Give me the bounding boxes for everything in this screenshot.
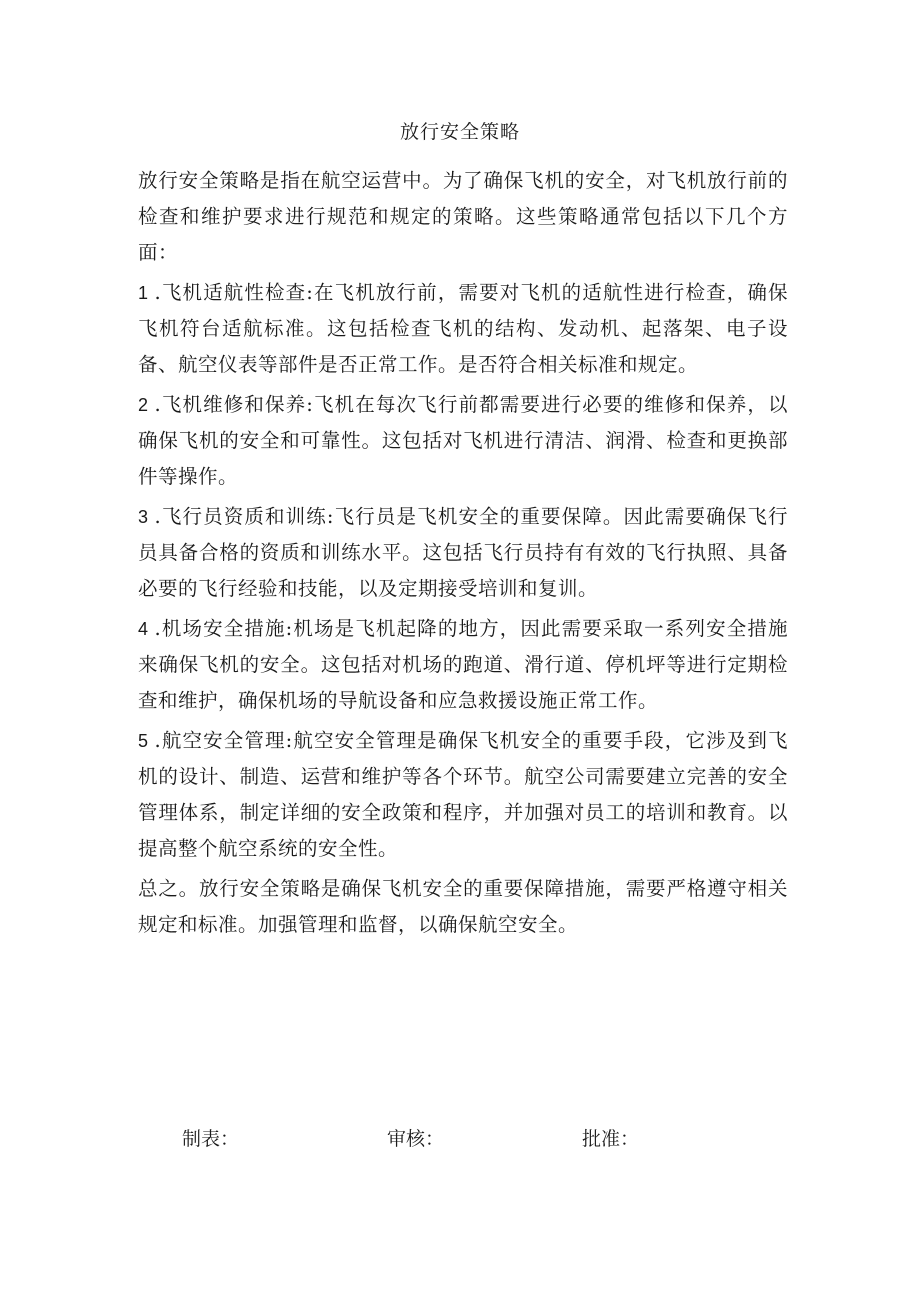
conclusion-paragraph: 总之。放行安全策略是确保飞机安全的重要保障措施，需要严格遵守相关规定和标准。加强管理和监督，以确保航空安全。 [138,877,788,936]
item-number: 5 [138,731,149,751]
reviewed-by-label: 审核： [387,1128,445,1150]
intro-paragraph: 放行安全策略是指在航空运营中。为了确保飞机的安全，对飞机放行前的检查和维护要求进行规范和规定的策略。这些策略通常包括以下几个方面： [138,169,788,264]
prepared-by-label: 制表： [182,1128,240,1150]
signoff-row [0,1124,920,1154]
document-body [138,163,788,947]
list-item [138,387,788,495]
list-item [138,611,788,719]
item-number: 3 [138,507,149,527]
approved-by-label: 批准： [582,1128,640,1150]
item-text: .机场安全措施:机场是飞机起降的地方，因此需要采取一系列安全措施来确保飞机的安全。这包括对机场的跑道、滑行道、停机坪等进行定期检查和维护，确保机场的导航设备和应急救援设施正常工作。 [138,617,788,712]
list-item [138,723,788,867]
item-number: 2 [138,395,149,415]
item-number: 1 [138,283,149,303]
item-number: 4 [138,619,149,639]
item-text: .航空安全管理:航空安全管理是确保飞机安全的重要手段，它涉及到飞机的设计、制造、运营和维护等各个环节。航空公司需要建立完善的安全管理体系，制定详细的安全政策和程序，并加强对员工的培训和教育。以提高整个航空系统的安全性。 [138,729,788,860]
item-text: .飞机维修和保养:飞机在每次飞行前都需要进行必要的维修和保养，以确保飞机的安全和可靠性。这包括对飞机进行清洁、润滑、检查和更换部件等操作。 [138,393,788,488]
document-title: 放行安全策略 [399,121,520,143]
item-text: .飞机适航性检查:在飞机放行前，需要对飞机的适航性进行检查，确保飞机符台适航标准。这包括检查飞机的结构、发动机、起落架、电子设备、航空仪表等部件是否正常工作。是否符合相关标准和规定。 [138,281,788,376]
list-item [138,275,788,383]
list-item [138,499,788,607]
item-text: .飞行员资质和训练:飞行员是飞机安全的重要保障。因此需要确保飞行员具备合格的资质和训练水平。这包括飞行员持有有效的飞行执照、具备必要的飞行经验和技能，以及定期接受培训和复训。 [138,505,788,600]
